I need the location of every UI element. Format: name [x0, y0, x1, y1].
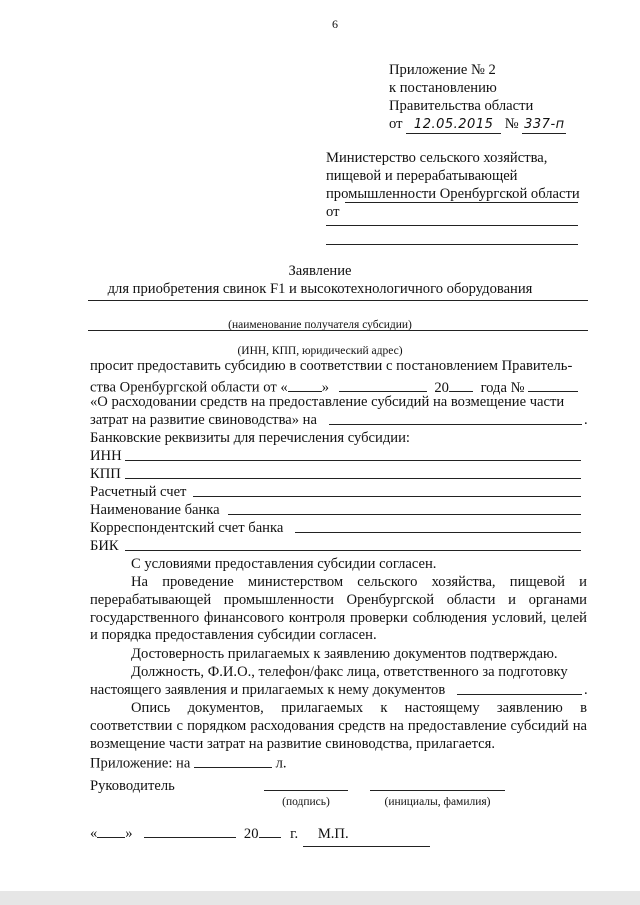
request-month-field[interactable]	[339, 376, 427, 392]
attachment-pages-unit: л.	[275, 755, 287, 772]
bank-name-field[interactable]	[228, 514, 581, 515]
scan-edge	[0, 891, 640, 905]
addressee-field-3[interactable]	[326, 244, 578, 245]
bank-kpp-label: КПП	[90, 466, 121, 482]
addressee-from-field[interactable]	[345, 202, 578, 203]
bank-name-label: Наименование банка	[90, 502, 220, 518]
signing-day-field[interactable]	[97, 822, 125, 838]
request-number-field[interactable]	[528, 376, 578, 392]
signing-date-row	[90, 822, 349, 843]
bank-inn-field[interactable]	[125, 460, 581, 461]
statement-responsible-1: Должность, Ф.И.О., телефон/факс лица, ответственного за подготовку	[131, 664, 568, 680]
request-date-close: »	[321, 379, 329, 396]
bank-account-label: Расчетный счет	[90, 484, 187, 500]
recipient-details-caption: (ИНН, КПП, юридический адрес)	[237, 345, 403, 357]
statement-responsible-2: настоящего заявления и прилагаемых к нему документов	[90, 682, 446, 698]
signing-date-open: «	[90, 825, 98, 842]
bank-heading: Банковские реквизиты для перечисления субсидии:	[90, 430, 410, 446]
appendix-line-3: Правительства области	[389, 98, 534, 114]
signing-date-close: »	[125, 825, 133, 842]
stamp-field[interactable]	[303, 846, 430, 847]
signing-year-field[interactable]	[259, 822, 281, 838]
addressee-line-2: пищевой и перерабатывающей	[326, 168, 518, 184]
bank-bik-label: БИК	[90, 538, 119, 554]
recipient-name-field[interactable]	[88, 300, 588, 301]
request-number-label: года №	[480, 379, 525, 396]
signing-year-prefix: 20	[243, 825, 259, 842]
request-line-3: «О расходовании средств на предоставление субсидий на возмещение части	[90, 394, 565, 410]
statement-reliability: Достоверность прилагаемых к заявлению документов подтверждаю.	[131, 646, 558, 662]
initials-field[interactable]	[370, 790, 505, 791]
signing-year-suffix: г.	[290, 825, 299, 842]
appendix-number-prefix: №	[504, 116, 519, 132]
statement-conditions: С условиями предоставления субсидии согласен.	[131, 556, 437, 572]
request-period: .	[584, 412, 588, 428]
statement-inventory: Опись документов, прилагаемых к настоящему заявлению в соответствии с порядком расходования средств на предоставление субсидий на возмещение части затрат на развитие свиноводства, прилагается.	[90, 700, 587, 752]
page-number: 6	[332, 17, 338, 31]
bank-bik-field[interactable]	[125, 550, 581, 551]
appendix-date-prefix: от	[389, 116, 403, 132]
signing-month-field[interactable]	[144, 822, 236, 838]
bank-account-field[interactable]	[193, 496, 581, 497]
addressee-line-1: Министерство сельского хозяйства,	[326, 150, 548, 166]
request-line-4: затрат на развитие свиноводства» на	[90, 412, 317, 428]
document-title: Заявление	[288, 263, 352, 279]
bank-corr-label: Корреспондентский счет банка	[90, 520, 284, 536]
appendix-line-1: Приложение № 2	[389, 62, 496, 78]
document-subtitle: для приобретения свинок F1 и высокотехнологичного оборудования	[107, 281, 533, 297]
addressee-from-label: от	[326, 204, 340, 220]
request-amount-field[interactable]	[329, 424, 582, 425]
head-label: Руководитель	[90, 778, 175, 794]
stamp-label: М.П.	[317, 825, 349, 842]
appendix-line-2: к постановлению	[389, 80, 497, 96]
signature-field[interactable]	[264, 790, 348, 791]
appendix-number-value: 337-п	[524, 117, 565, 132]
recipient-details-field[interactable]	[88, 330, 588, 331]
responsible-person-field[interactable]	[457, 694, 582, 695]
statement-inspection: На проведение министерством сельского хозяйства, пищевой и перерабатывающей промышленности Оренбургской области и органами государственного финансового контроля проверки соблюдения условий, целей и порядка предоставления субсидии согласен.	[90, 574, 587, 644]
appendix-date-row	[389, 116, 566, 134]
attachment-pages-field[interactable]	[194, 752, 272, 768]
addressee-line-3: промышленности Оренбургской области	[326, 186, 580, 202]
request-year-field[interactable]	[449, 376, 473, 392]
initials-caption: (инициалы, фамилия)	[384, 796, 491, 808]
recipient-name-caption: (наименование получателя субсидии)	[228, 319, 412, 331]
appendix-date-value: 12.05.2015	[406, 117, 501, 134]
addressee-field-2[interactable]	[326, 225, 578, 226]
bank-corr-field[interactable]	[295, 532, 581, 533]
bank-kpp-field[interactable]	[125, 478, 581, 479]
request-line-1: просит предоставить субсидию в соответствии с постановлением Правитель-	[90, 358, 573, 374]
request-date-open: ства Оренбургской области от «	[90, 379, 288, 396]
responsible-period: .	[584, 682, 588, 698]
attachment-label: Приложение: на	[90, 755, 191, 772]
request-day-field[interactable]	[288, 376, 322, 392]
signature-caption: (подпись)	[282, 796, 330, 808]
attachment-row	[90, 752, 287, 773]
bank-inn-label: ИНН	[90, 448, 122, 464]
request-year-prefix: 20	[434, 379, 449, 396]
